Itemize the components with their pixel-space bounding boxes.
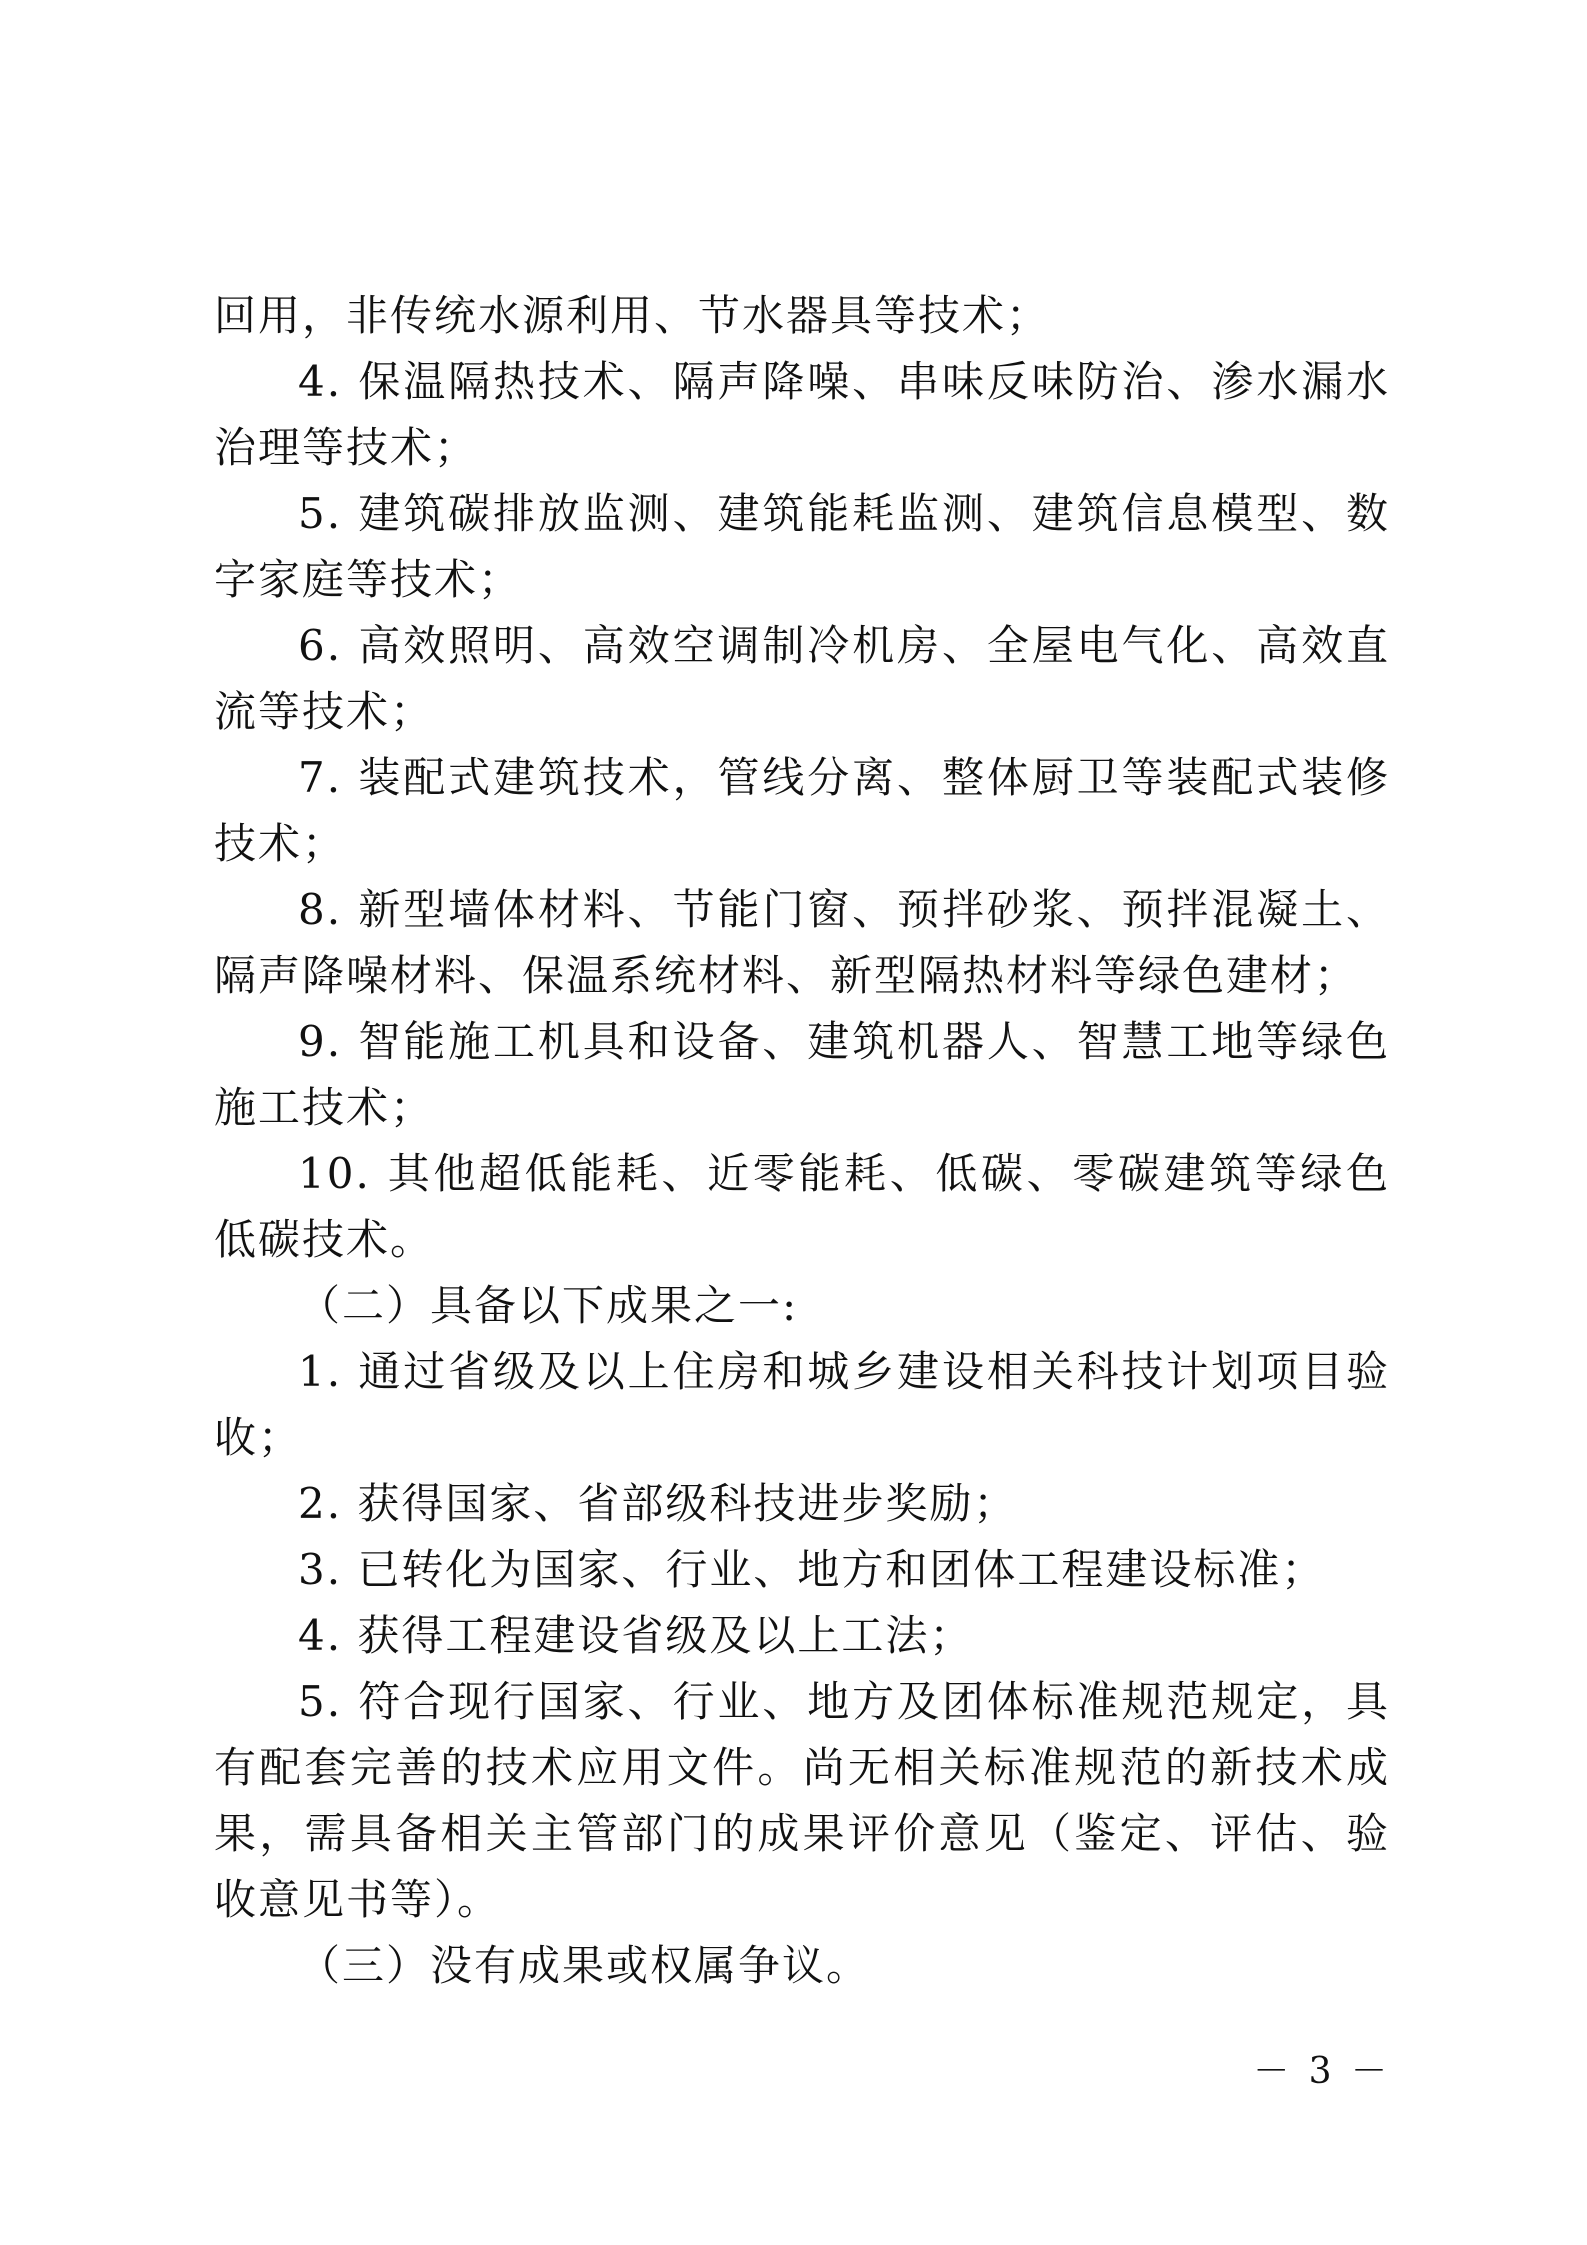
page-number: － 3 －	[1253, 2051, 1391, 2092]
paragraph-item-6-efficiency: 6. 高效照明、高效空调制冷机房、全屋电气化、高效直流等技术；	[214, 621, 1390, 736]
paragraph-item-9-construction: 9. 智能施工机具和设备、建筑机器人、智慧工地等绿色施工技术；	[214, 1017, 1390, 1132]
paragraph-item-4-insulation: 4. 保温隔热技术、隔声降噪、串味反味防治、渗水漏水治理等技术；	[214, 357, 1390, 472]
paragraph-result-2: 2. 获得国家、省部级科技进步奖励；	[298, 1479, 1018, 1528]
section-heading-3: （三）没有成果或权属争议。	[298, 1941, 871, 1990]
section-heading-2: （二）具备以下成果之一:	[298, 1281, 799, 1330]
paragraph-item-10-lowcarbon: 10. 其他超低能耗、近零能耗、低碳、零碳建筑等绿色低碳技术。	[214, 1149, 1390, 1264]
paragraph-result-5: 5. 符合现行国家、行业、地方及团体标准规范规定，具有配套完善的技术应用文件。尚无相关标准规范的新技术成果，需具备相关主管部门的成果评价意见（鉴定、评估、验收意见书等）。	[214, 1677, 1390, 1924]
paragraph-result-3: 3. 已转化为国家、行业、地方和团体工程建设标准；	[298, 1545, 1326, 1594]
paragraph-item-8-materials: 8. 新型墙体材料、节能门窗、预拌砂浆、预拌混凝土、隔声降噪材料、保温系统材料、新型隔热材料等绿色建材；	[214, 885, 1390, 1000]
paragraph-result-4: 4. 获得工程建设省级及以上工法；	[298, 1611, 974, 1660]
paragraph-continuation: 回用，非传统水源利用、节水器具等技术；	[214, 291, 1051, 340]
document-body	[214, 283, 1390, 1999]
paragraph-result-1: 1. 通过省级及以上住房和城乡建设相关科技计划项目验收；	[214, 1347, 1390, 1462]
paragraph-item-5-monitoring: 5. 建筑碳排放监测、建筑能耗监测、建筑信息模型、数字家庭等技术；	[214, 489, 1390, 604]
paragraph-item-7-prefab: 7. 装配式建筑技术，管线分离、整体厨卫等装配式装修技术；	[214, 753, 1390, 868]
